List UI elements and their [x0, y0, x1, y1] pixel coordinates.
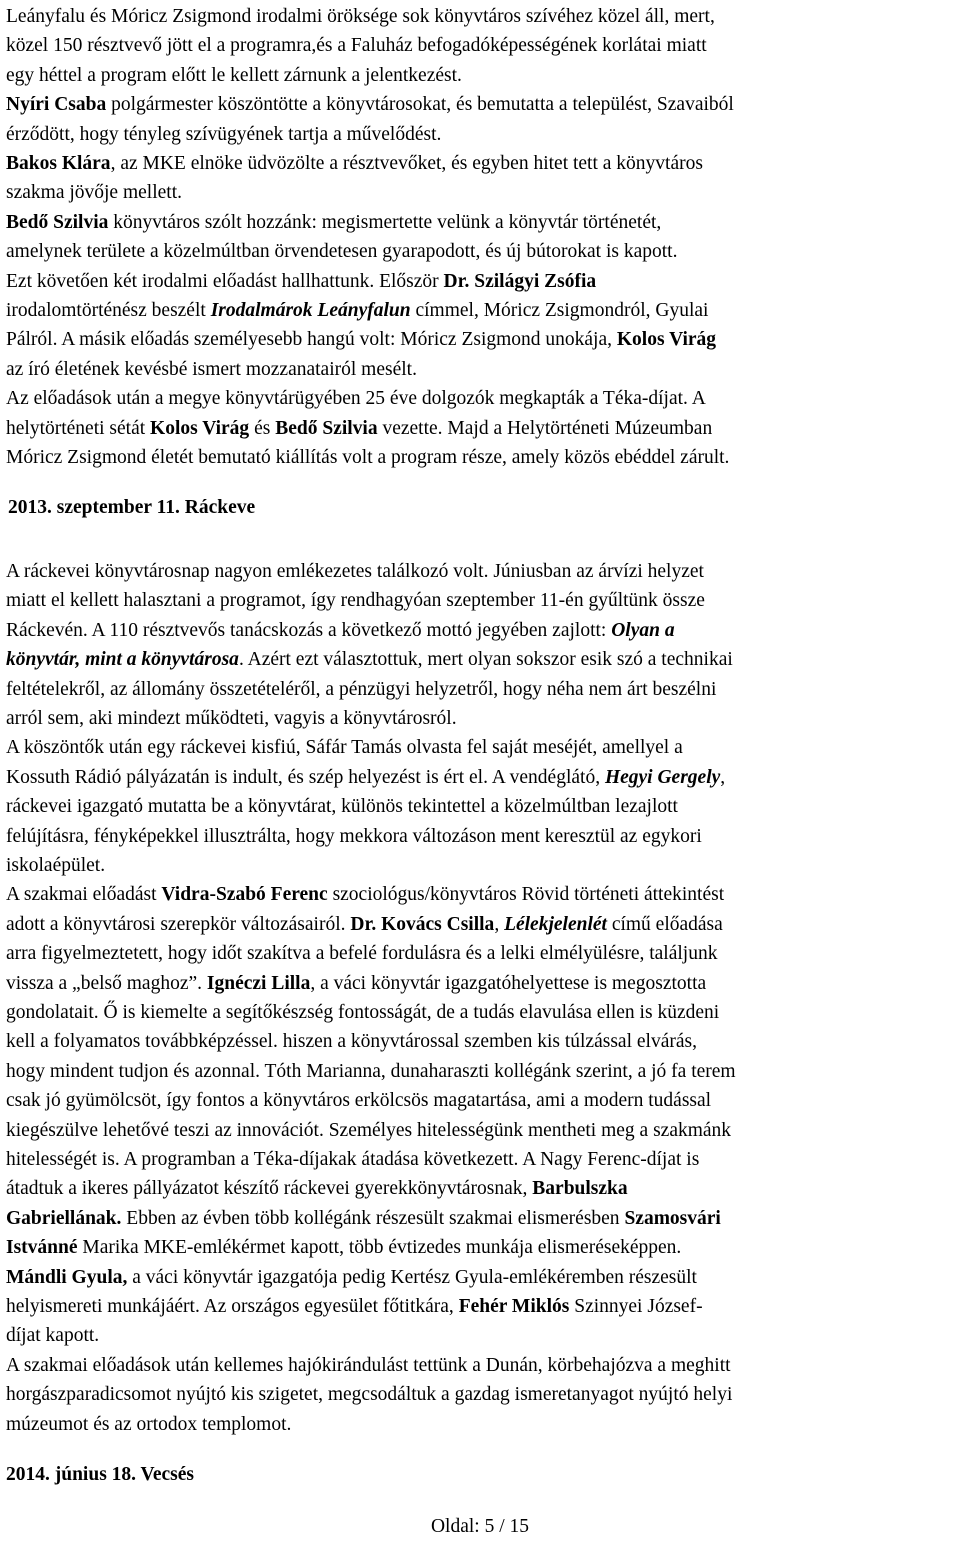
- bold-text-run: Mándli Gyula,: [6, 1266, 128, 1288]
- text-line: [6, 443, 954, 472]
- section-rackeve: [6, 557, 954, 1439]
- text-line: [6, 910, 954, 939]
- text-run: vezette. Majd a Helytörténeti Múzeumban: [377, 417, 713, 439]
- text-run: adott a könyvtárosi szerepkör változásairól.: [6, 913, 351, 935]
- bold-text-run: Lélekjelenlét: [504, 913, 607, 935]
- bold-text-run: Gabriellának.: [6, 1207, 122, 1229]
- page-footer: Oldal: 5 / 15: [430, 1516, 530, 1537]
- text-run: A szakmai előadást: [6, 884, 162, 906]
- text-run: szociológus/könyvtáros Rövid történeti áttekintést: [327, 884, 725, 906]
- text-line: [6, 792, 954, 821]
- bold-text-run: Nyíri Csaba: [6, 94, 107, 116]
- bold-text-run: Vidra-Szabó Ferenc: [161, 884, 328, 906]
- text-line: [6, 733, 954, 762]
- text-run: Ebben az évben több kollégánk részesült szakmai elismerésben: [121, 1207, 625, 1229]
- bold-text-run: Ignéczi Lilla: [206, 972, 311, 994]
- text-line: [6, 998, 954, 1027]
- bold-text-run: Bedő Szilvia: [6, 211, 109, 233]
- bold-text-run: Olyan a: [611, 619, 675, 641]
- text-run: hogy mindent tudjon és azonnal. Tóth Marianna, dunaharaszti kollégánk szerint, a jó fa terem: [6, 1060, 736, 1082]
- text-line: [6, 1233, 954, 1262]
- text-run: amelynek területe a közelmúltban örvendetesen gyarapodott, és új bútorokat is kapott.: [6, 241, 678, 263]
- text-line: [6, 1292, 954, 1321]
- text-line: [6, 208, 954, 237]
- text-line: [6, 1380, 954, 1409]
- text-line: [6, 1321, 954, 1350]
- bold-text-run: Hegyi Gergely: [604, 766, 721, 788]
- section-leanyfalu: [6, 2, 954, 473]
- text-line: [6, 645, 954, 674]
- bold-text-run: Szamosvári: [624, 1207, 721, 1229]
- text-run: Szinnyei József-: [569, 1296, 703, 1318]
- text-run: hitelességét is. A programban a Téka-díjakak átadása következett. A Nagy Ferenc-díjat is: [6, 1149, 700, 1171]
- text-run: díjat kapott.: [6, 1325, 100, 1347]
- text-line: [6, 178, 954, 207]
- bold-text-run: Istvánné: [6, 1237, 78, 1259]
- text-run: , a váci könyvtár igazgatóhelyettese is megosztotta: [310, 972, 707, 994]
- text-run: A szakmai előadások után kellemes hajókirándulást tettünk a Dunán, körbehajózva a meghitt: [6, 1354, 731, 1376]
- bold-text-run: könyvtár, mint a könyvtárosa: [6, 649, 239, 671]
- text-run: című előadása: [606, 913, 723, 935]
- text-run: az író életének kevésbé ismert mozzanatairól mesélt.: [6, 358, 417, 380]
- text-run: . Azért ezt választottuk, mert olyan sokszor esik szó a technikai: [238, 649, 733, 671]
- heading-2014-vecses: 2014. június 18. Vecsés: [6, 1464, 194, 1486]
- text-run: miatt el kellett halasztani a programot, így rendhagyóan szeptember 11-én gyűltünk össze: [6, 590, 705, 612]
- text-run: Ezt követően két irodalmi előadást hallhattunk. Először: [6, 270, 444, 292]
- spacer: [6, 473, 954, 493]
- text-line: [6, 763, 954, 792]
- spacer: [6, 522, 954, 557]
- text-run: horgászparadicsomot nyújtó kis szigetet, megcsodáltuk a gazdag ismeretanyagot nyújtó helyi: [6, 1384, 733, 1406]
- text-line: [6, 90, 954, 119]
- bold-text-run: Irodalmárok Leányfalun: [210, 300, 411, 322]
- text-line: [6, 61, 954, 90]
- text-line: [6, 704, 954, 733]
- bold-text-run: Dr. Kovács Csilla: [350, 913, 495, 935]
- text-line: [6, 120, 954, 149]
- text-line: [6, 1145, 954, 1174]
- text-run: szakma jövője mellett.: [6, 182, 182, 204]
- text-run: arról sem, aki mindezt működteti, vagyis a könyvtárosról.: [6, 707, 457, 729]
- text-line: [6, 237, 954, 266]
- document-page: [6, 2, 954, 1490]
- text-line: [6, 1351, 954, 1380]
- text-line: [6, 267, 954, 296]
- text-run: egy héttel a program előtt le kellett zárnunk a jelentkezést.: [6, 64, 462, 86]
- text-run: vissza a „belső maghoz”.: [6, 972, 207, 994]
- text-line: [6, 1086, 954, 1115]
- text-line: [6, 939, 954, 968]
- bold-text-run: Barbulszka: [532, 1178, 628, 1200]
- text-line: [6, 325, 954, 354]
- text-run: ,: [494, 913, 505, 935]
- text-line: [6, 414, 954, 443]
- text-line: [6, 675, 954, 704]
- text-line: [6, 851, 954, 880]
- text-run: arra figyelmeztetett, hogy időt szakítva a befelé fordulásra és a lelki elmélyülésre, találjunk: [6, 943, 718, 965]
- text-run: Marika MKE-emlékérmet kapott, több évtizedes munkája elismeréseképpen.: [77, 1237, 682, 1259]
- text-line: [6, 1410, 954, 1439]
- bold-text-run: Bedő Szilvia: [275, 417, 378, 439]
- text-run: felújításra, fényképekkel illusztrálta, hogy mekkora változáson ment keresztül az egykori: [6, 825, 702, 847]
- text-run: kiegészülve lehetővé teszi az innovációt. Személyes hitelességünk mentheti meg a szakmánk: [6, 1119, 732, 1141]
- text-run: , az MKE elnöke üdvözölte a résztvevőket, és egyben hitet tett a könyvtáros: [110, 153, 703, 175]
- bold-text-run: Fehér Miklós: [458, 1296, 570, 1318]
- text-run: iskolaépület.: [6, 854, 106, 876]
- text-run: Ráckevén. A 110 résztvevős tanácskozás a következő mottó jegyében zajlott:: [6, 619, 612, 641]
- text-run: Az előadások után a megye könyvtárügyében 25 éve dolgozók megkapták a Téka-díjat. A: [6, 388, 706, 410]
- text-line: [6, 880, 954, 909]
- text-line: [6, 1174, 954, 1203]
- text-line: [6, 557, 954, 586]
- text-run: kell a folyamatos továbbképzéssel. hiszen a könyvtárossal szemben kis túlzással elvárás,: [6, 1031, 697, 1053]
- text-line: [6, 822, 954, 851]
- bold-text-run: Kolos Virág: [616, 329, 717, 351]
- text-run: érződött, hogy tényleg szívügyének tartja a művelődést.: [6, 123, 442, 145]
- text-run: Kossuth Rádió pályázatán is indult, és szép helyezést is ért el. A vendéglátó,: [6, 766, 605, 788]
- text-run: feltételekről, az állomány összetételéről, a pénzügyi helyzetről, hogy néha nem árt beszélni: [6, 678, 717, 700]
- text-line: [6, 384, 954, 413]
- text-line: [6, 1263, 954, 1292]
- text-run: közel 150 résztvevő jött el a programra,és a Faluház befogadóképességének korlátai miatt: [6, 35, 707, 57]
- text-line: [6, 586, 954, 615]
- text-line: [6, 2, 954, 31]
- text-line: [6, 1057, 954, 1086]
- text-line: [6, 1204, 954, 1233]
- text-run: Móricz Zsigmond életét bemutató kiállítás volt a program része, amely közös ebéddel zárult.: [6, 447, 730, 469]
- text-run: gondolatait. Ő is kiemelte a segítőkészség fontosságát, de a tudás elavulása ellen is küzdeni: [6, 1002, 720, 1023]
- text-line: [6, 296, 954, 325]
- text-run: múzeumot és az ortodox templomot.: [6, 1413, 292, 1435]
- text-line: [6, 616, 954, 645]
- text-run: Leányfalu és Móricz Zsigmond irodalmi öröksége sok könyvtáros szívéhez közel áll, mert,: [6, 6, 715, 27]
- text-run: könyvtáros szólt hozzánk: megismertette velünk a könyvtár történetét,: [108, 211, 662, 233]
- text-line: [6, 1027, 954, 1056]
- text-run: helytörténeti sétát: [6, 417, 151, 439]
- text-run: csak jó gyümölcsöt, így fontos a könyvtáros erkölcsös magatartása, ami a modern tudással: [6, 1090, 712, 1112]
- text-run: a váci könyvtár igazgatója pedig Kertész Gyula-emlékéremben részesült: [127, 1266, 697, 1288]
- text-run: átadtuk a ikeres pállyázatot készítő ráckevei gyerekkönyvtárosnak,: [6, 1178, 533, 1200]
- text-run: polgármester köszöntötte a könyvtárosokat, és bemutatta a települést, Szavaiból: [106, 94, 734, 116]
- spacer: [6, 1439, 954, 1460]
- bold-text-run: Bakos Klára: [6, 153, 111, 175]
- text-line: [6, 149, 954, 178]
- text-run: ,: [720, 766, 726, 788]
- text-run: ráckevei igazgató mutatta be a könyvtárat, különös tekintettel a közelmúltban lezajlott: [6, 796, 678, 818]
- text-line: [6, 31, 954, 60]
- text-run: Pálról. A másik előadás személyesebb hangú volt: Móricz Zsigmond unokája,: [6, 329, 617, 351]
- text-line: [6, 1116, 954, 1145]
- text-run: A köszöntők után egy ráckevei kisfiú, Sáfár Tamás olvasta fel saját meséjét, amellyel a: [6, 737, 683, 759]
- text-run: irodalomtörténész beszélt: [6, 300, 211, 322]
- bold-text-run: Dr. Szilágyi Zsófia: [443, 270, 597, 292]
- text-line: [6, 355, 954, 384]
- text-run: helyismereti munkájáért. Az országos egyesület főtitkára,: [6, 1296, 459, 1318]
- bold-text-run: Kolos Virág: [150, 417, 250, 439]
- text-run: címmel, Móricz Zsigmondról, Gyulai: [410, 300, 709, 322]
- text-line: [6, 969, 954, 998]
- text-run: A ráckevei könyvtárosnap nagyon emlékezetes találkozó volt. Júniusban az árvízi helyzet: [6, 560, 704, 582]
- heading-2013-rackeve: 2013. szeptember 11. Ráckeve: [8, 496, 256, 518]
- text-run: és: [249, 417, 276, 439]
